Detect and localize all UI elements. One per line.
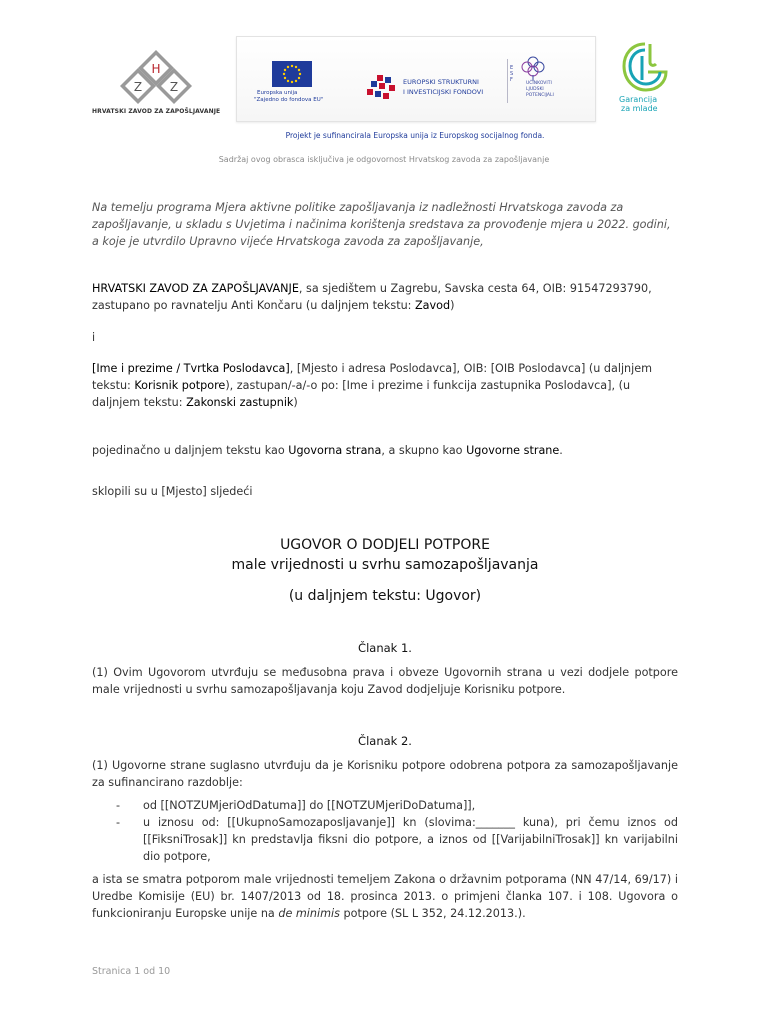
ljp-line-1: UČINKOVITI (526, 81, 552, 86)
party-zavod-details: , sa sjedištem u Zagrebu, Savska cesta 64, OIB: 91547293790, zastupano po ravnatelju Anti Končaru (u daljnjem tekstu: (92, 282, 652, 312)
content-responsibility-note: Sadržaj ovog obrasca isključiva je odgovornost Hrvatskog zavoda za zapošljavanje (218, 155, 550, 164)
party-korisnik-end: ) (293, 396, 298, 409)
svg-text:H: H (151, 62, 161, 76)
art2-p2-start: a ista se smatra potporom male vrijednosti temeljem Zakona o državnim potporama (NN 47/14, 69/17) i Uredbe Komisije (EU) br. 1407/2013 od 18. prosinca 2013. o primjeni članka 107. i 108. Ugovora o funkcioniranju Europske unije na (92, 873, 678, 920)
party-korisnik-rep: ), zastupan/-a/-o po: [Ime i prezime i funkcija zastupnika Poslodavca], (u daljnjem tekstu: (92, 379, 631, 409)
svg-text:Z: Z (133, 80, 143, 94)
article-2-paragraph-2 (92, 871, 678, 922)
art2-p2-end: potpore (SL L 352, 24.12.2013.). (339, 907, 526, 920)
esif-line-2: I INVESTICIJSKI FONDOVI (403, 88, 484, 96)
eu-caption-1: Europska unija (257, 90, 298, 96)
hzz-name: HRVATSKI ZAVOD ZA ZAPOŠLJAVANJE (92, 108, 221, 115)
conjunction-i: i (92, 331, 96, 344)
parties-def-mid: , a skupno kao (381, 444, 467, 457)
parties-def-end: . (559, 444, 563, 457)
party-korisnik (92, 360, 678, 411)
gzm-line-1: Garancija (619, 95, 658, 104)
article-2-heading: Članak 2. (358, 734, 412, 748)
preamble: Na temelju programa Mjera aktivne politike zapošljavanja iz nadležnosti Hrvatskoga zavoda za zapošljavanje, u skladu s Uvjetima i načinima korištenja sredstava za provođenje mjera u 2022. godini, a koje je utvrdilo Upravno vijeće Hrvatskoga zavoda za zapošljavanje, (92, 201, 671, 248)
ljp-line-2: LJUDSKI (526, 87, 544, 92)
eu-flag-icon (272, 61, 312, 87)
term-zakonski-zastupnik: Zakonski zastupnik (186, 396, 294, 409)
de-minimis-italic: de minimis (278, 907, 340, 920)
term-korisnik-potpore: Korisnik potpore (134, 379, 226, 392)
article-1-paragraph-1: (1) Ovim Ugovorom utvrđuju se međusobna prava i obveze Ugovornih strana u vezi dodjele potpore male vrijednosti u svrhu samozapošljavanja koju Zavod dodjeljuje Korisniku potpore. (92, 666, 678, 696)
party-korisnik-details: , [Mjesto i adresa Poslodavca], OIB: [OIB Poslodavca] (u daljnjem tekstu: (92, 362, 653, 392)
term-ugovorna-strana: Ugovorna strana (288, 444, 382, 457)
parties-definition (92, 442, 678, 459)
page-number: Stranica 1 od 10 (92, 966, 171, 977)
article-2-paragraph-1: (1) Ugovorne strane suglasno utvrđuju da je Korisniku potpore odobrena potpora za samozapošljavanje za sufinancirano razdoblje: (92, 759, 678, 789)
list-item-text: od [[NOTZUMjeriOdDatuma]] do [[NOTZUMjeriDoDatuma]], (143, 799, 476, 812)
eu-funding-banner (236, 36, 596, 122)
contract-title: UGOVOR O DODJELI POTPORE (280, 537, 490, 553)
esif-mosaic-icon (367, 75, 399, 101)
article-1-heading: Članak 1. (358, 641, 412, 655)
garancija-za-mlade-logo (620, 40, 670, 96)
svg-text:Z: Z (169, 80, 179, 94)
term-ugovorne-strane: Ugovorne strane (466, 444, 560, 457)
banner-divider (507, 59, 508, 103)
ljp-flower-icon (519, 55, 547, 81)
eu-caption-2: "Zajedno do fondova EU" (254, 97, 324, 103)
party-korisnik-name: [Ime i prezime / Tvrtka Poslodavca] (92, 362, 290, 375)
list-dash: - (116, 816, 121, 829)
list-item-text: u iznosu od: [[UkupnoSamozaposljavanje]] kn (slovima:_______ kuna), pri čemu iznos od [[FiksniTrosak]] kn predstavlja fiksni dio potpore, a iznos od [[VarijabilniTrosak]] kn varijabilni dio potpore, (143, 816, 678, 863)
ljp-esf-vertical: E S F (510, 65, 514, 83)
list-dash: - (116, 799, 121, 812)
esif-line-1: EUROPSKI STRUKTURNI (403, 78, 479, 86)
party-zavod (92, 280, 678, 314)
contract-subtitle: male vrijednosti u svrhu samozapošljavanja (231, 557, 539, 573)
term-zavod: Zavod (415, 299, 451, 312)
hzz-logo (120, 48, 192, 106)
contract-short-name: (u daljnjem tekstu: Ugovor) (288, 588, 482, 604)
party-zavod-name: HRVATSKI ZAVOD ZA ZAPOŠLJAVANJE (92, 282, 299, 295)
gzm-line-2: za mlade (621, 104, 658, 113)
parties-def-start: pojedinačno u daljnjem tekstu kao (92, 444, 289, 457)
project-note: Projekt je sufinancirala Europska unija iz Europskog socijalnog fonda. (285, 131, 545, 140)
ljp-line-3: POTENCIJALI (526, 93, 554, 98)
party-zavod-end: ) (450, 299, 455, 312)
concluded-line: sklopili su u [Mjesto] sljedeći (92, 485, 253, 498)
